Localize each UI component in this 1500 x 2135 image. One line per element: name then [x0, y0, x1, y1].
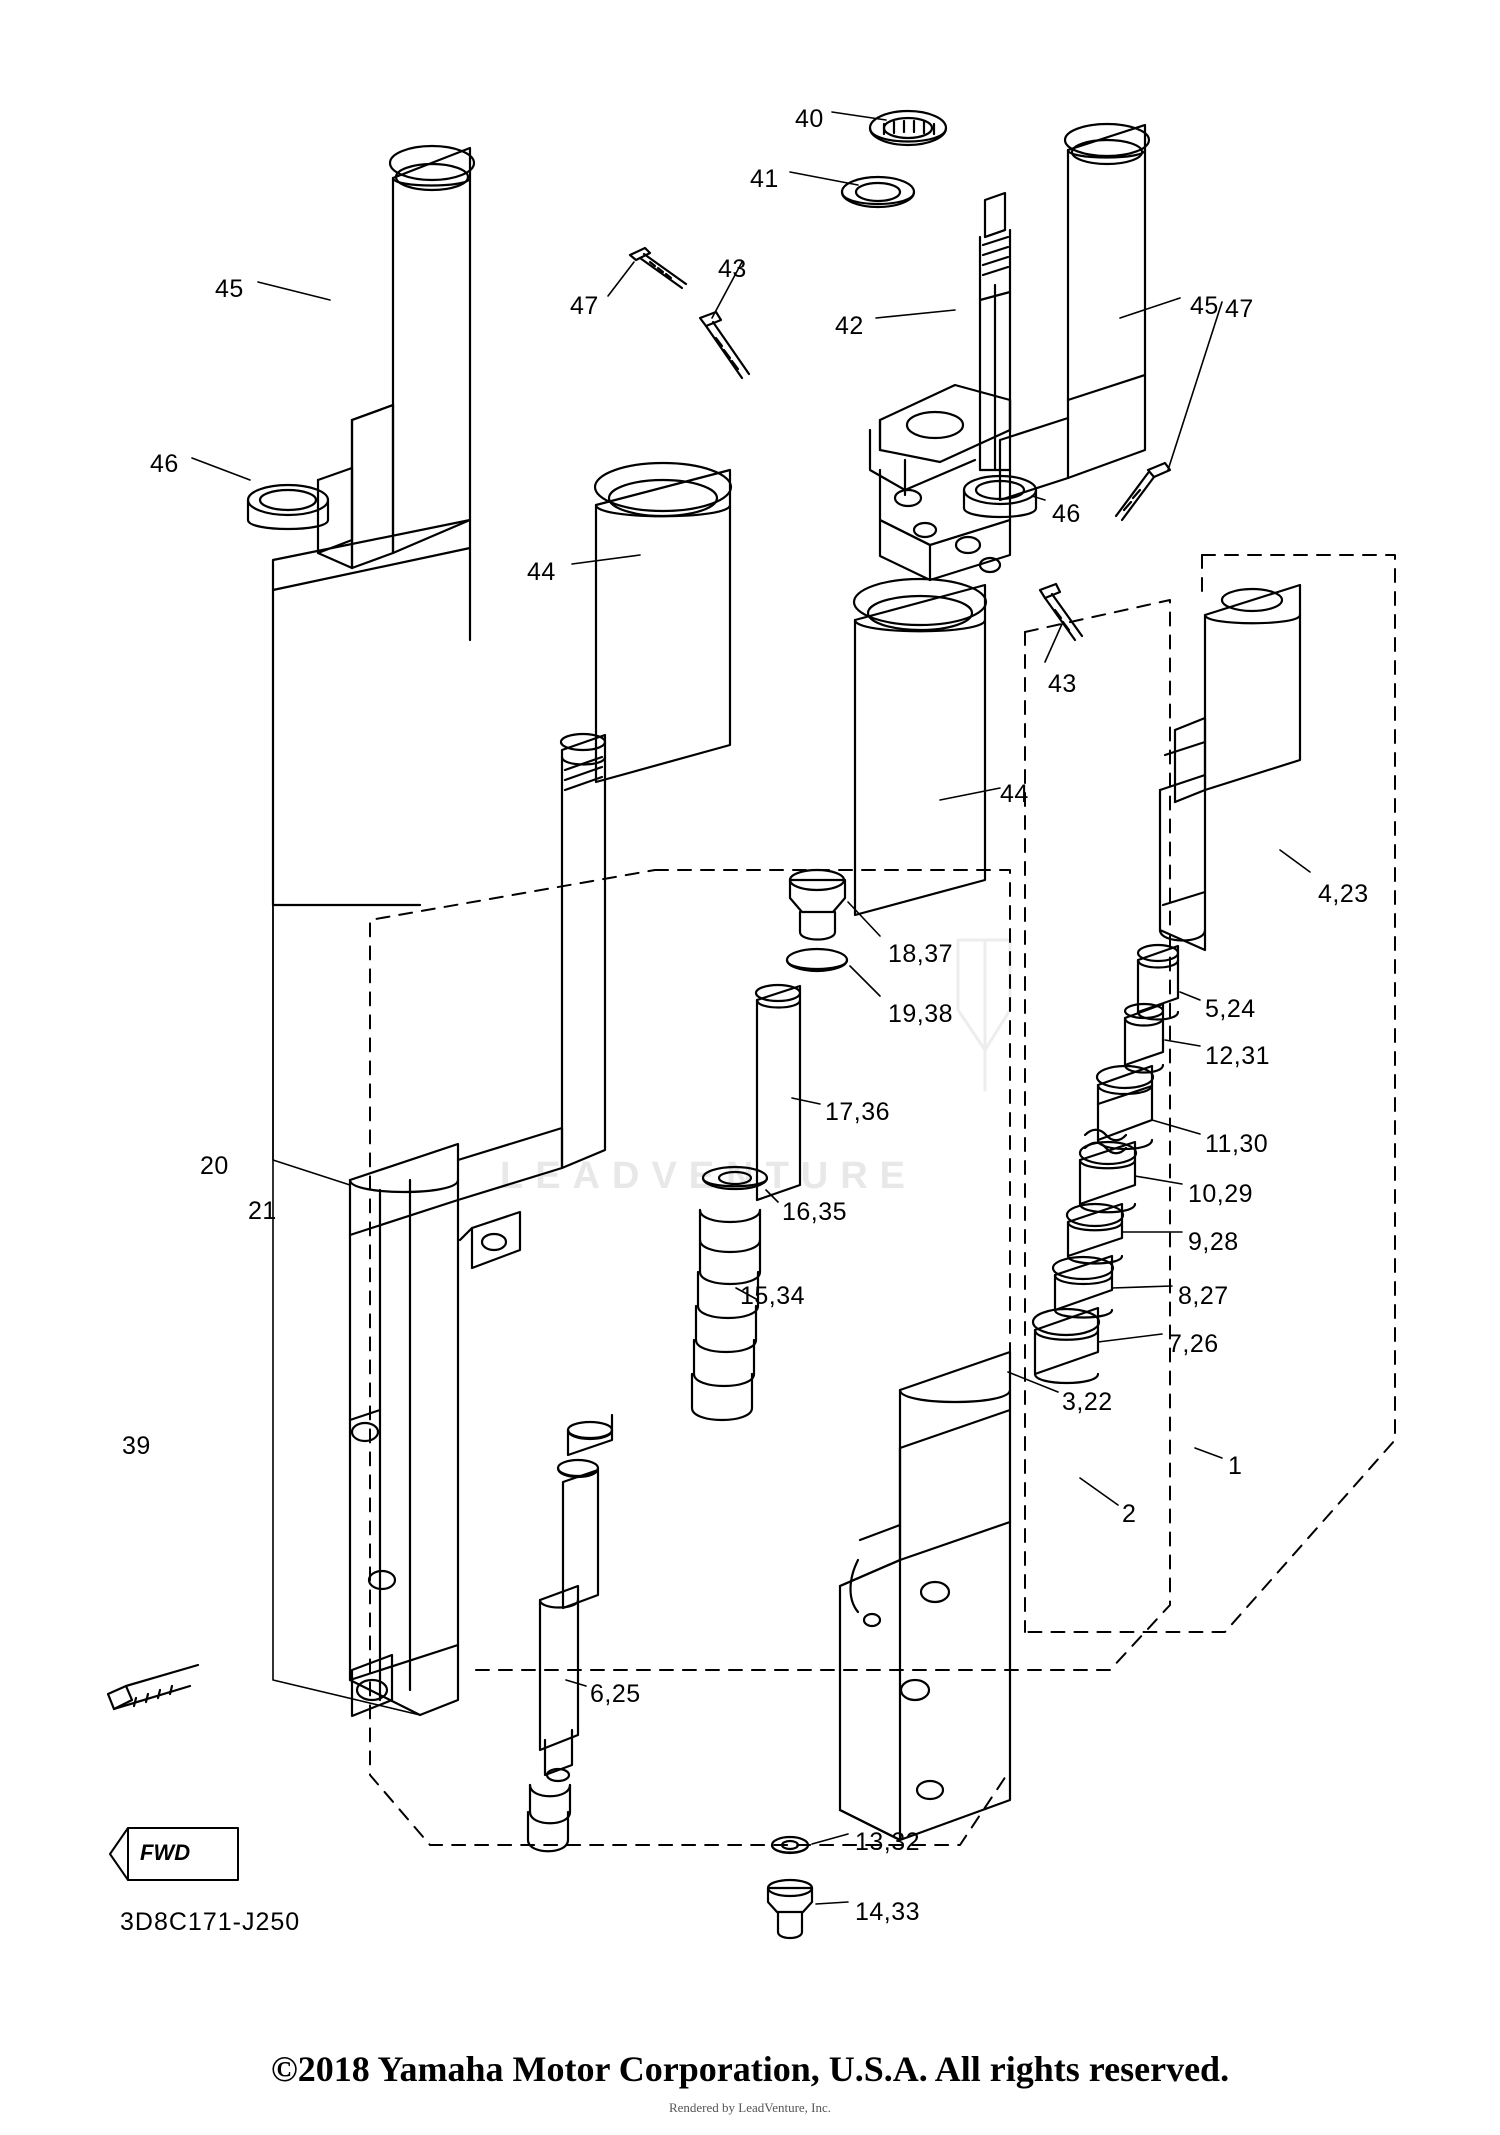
callout-number: 8,27 [1178, 1282, 1229, 1310]
copyright-notice: ©2018 Yamaha Motor Corporation, U.S.A. All rights reserved. [270, 2049, 1230, 2089]
callout-number: 41 [750, 165, 779, 193]
callout-number: 47 [570, 292, 599, 320]
callout-number: 4,23 [1318, 880, 1369, 908]
callout-number: 21 [248, 1197, 277, 1225]
callout-number: 9,28 [1188, 1228, 1239, 1256]
callout-number: 12,31 [1205, 1042, 1271, 1070]
rendered-by-notice: Rendered by LeadVenture, Inc. [668, 2100, 832, 2115]
fwd-direction-label: FWD [140, 1840, 191, 1865]
callout-number: 17,36 [825, 1098, 891, 1126]
callout-number: 45 [215, 275, 244, 303]
callout-number: 1 [1228, 1452, 1243, 1480]
callout-number: 3,22 [1062, 1388, 1113, 1416]
callout-number: 2 [1122, 1500, 1137, 1528]
callout-number: 44 [1000, 780, 1029, 808]
diagram-part-number: 3D8C171-J250 [120, 1908, 301, 1936]
callout-number: 16,35 [782, 1198, 848, 1226]
callout-number: 10,29 [1188, 1180, 1254, 1208]
callout-number: 44 [527, 558, 556, 586]
callout-number: 19,38 [888, 1000, 954, 1028]
callout-number: 13,32 [855, 1828, 921, 1856]
callout-number: 5,24 [1205, 995, 1256, 1023]
callout-number: 43 [1048, 670, 1077, 698]
callout-number: 14,33 [855, 1898, 921, 1926]
callout-number: 46 [1052, 500, 1081, 528]
callout-number: 18,37 [888, 940, 954, 968]
callout-number: 11,30 [1205, 1130, 1269, 1158]
callout-number: 20 [200, 1152, 229, 1180]
callout-number: 40 [795, 105, 824, 133]
callout-number: 47 [1225, 295, 1254, 323]
callout-number: 45 [1190, 292, 1219, 320]
callout-number: 15,34 [740, 1282, 806, 1310]
callout-number: 43 [718, 255, 747, 283]
callout-number: 39 [122, 1432, 151, 1460]
callout-number: 6,25 [590, 1680, 641, 1708]
watermark-text: LEADVENTURE [500, 1155, 918, 1197]
callout-number: 7,26 [1168, 1330, 1219, 1358]
callout-number: 42 [835, 312, 864, 340]
callout-number: 46 [150, 450, 179, 478]
